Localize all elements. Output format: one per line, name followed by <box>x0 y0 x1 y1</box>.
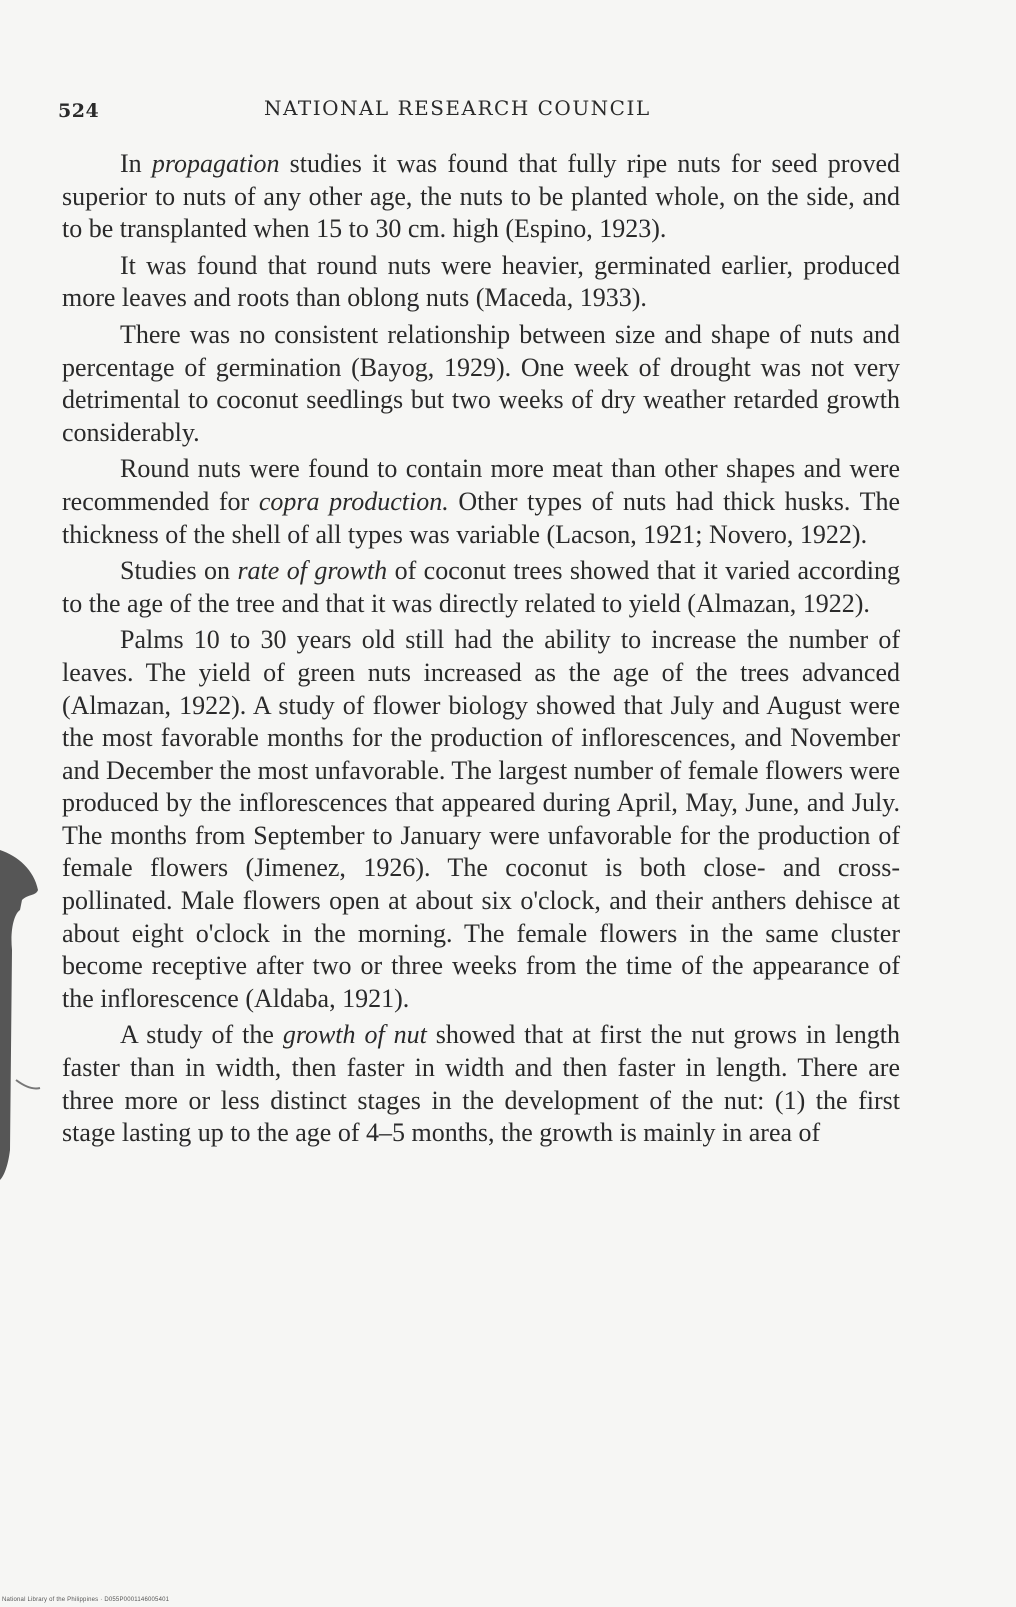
italic-term: rate of growth <box>237 556 388 586</box>
paragraph-text: Other types of nuts had thick husks. The thickness of the shell of all types was variable (Lacson, 1921; Novero, 1922). <box>62 486 900 549</box>
paragraph-text: Round nuts were found to contain more meat than other shapes and were recommended for <box>62 454 900 516</box>
paragraph-propagation <box>62 148 900 246</box>
italic-term: growth of nut <box>282 1020 427 1050</box>
paragraph-growth-of-nut <box>62 1019 900 1149</box>
body-text <box>62 148 900 1150</box>
binding-shadow-mark <box>0 850 46 1180</box>
italic-term: propagation <box>151 149 280 178</box>
paragraph-text: studies it was found that fully ripe nuts for seed proved superior to nuts of any other age, the nuts to be planted whole, on the side, and to be transplanted when 15 to 30 cm. high (Espino, 1923). <box>62 149 900 244</box>
paragraph-copra-production <box>62 453 900 551</box>
paragraph-round-nuts-heavier: It was found that round nuts were heavier, germinated earlier, produced more leaves and roots than oblong nuts (Maceda, 1933). <box>62 250 900 313</box>
paragraph-rate-of-growth <box>62 555 900 620</box>
paragraph-text: of coconut trees showed that it varied according to the age of the tree and that it was directly related to yield (Almazan, 1922). <box>62 556 900 618</box>
italic-term: copra production. <box>258 486 449 516</box>
paragraph-flower-biology: Palms 10 to 30 years old still had the ability to increase the number of leaves. The yield of green nuts increased as the age of the trees advanced (Almazan, 1922). A study of flower biology showed that July and August were the most favorable months for the production of inflorescences, and November and December the most unfavorable. The largest number of female flowers were produced by the inflorescences that appeared during April, May, June, and July. The months from September to January were unfavorable for the production of female flowers (Jimenez, 1926). The coconut is both close- and cross-pollinated. Male flowers open at about six o'clock, and their anthers dehisce at about eight o'clock in the morning. The female flowers in the same cluster become receptive after two or three weeks from the time of the appearance of the inflorescence (Aldaba, 1921). <box>62 625 900 1013</box>
paragraph-text: Studies on <box>120 556 238 586</box>
running-head: NATIONAL RESEARCH COUNCIL <box>264 96 651 120</box>
paragraph-germination: There was no consistent relationship between size and shape of nuts and percentage of germination (Bayog, 1929). One week of drought was not very detrimental to coconut seedlings but two weeks of dry weather retarded growth considerably. <box>62 319 900 447</box>
paragraph-text: A study of the <box>120 1020 283 1050</box>
paragraph-text: showed that at first the nut grows in length faster than in width, then faster in width and then faster in length. There are three more or less distinct stages in the development of the nut: (1) the first stage lasting up to the age of 4–5 months, the growth is mainly in area of <box>62 1020 900 1148</box>
paragraph-text: In <box>120 149 152 178</box>
footer-credit: National Library of the Philippines · D055P0001146005401 <box>2 1597 170 1603</box>
page-number: 524 <box>58 100 100 122</box>
